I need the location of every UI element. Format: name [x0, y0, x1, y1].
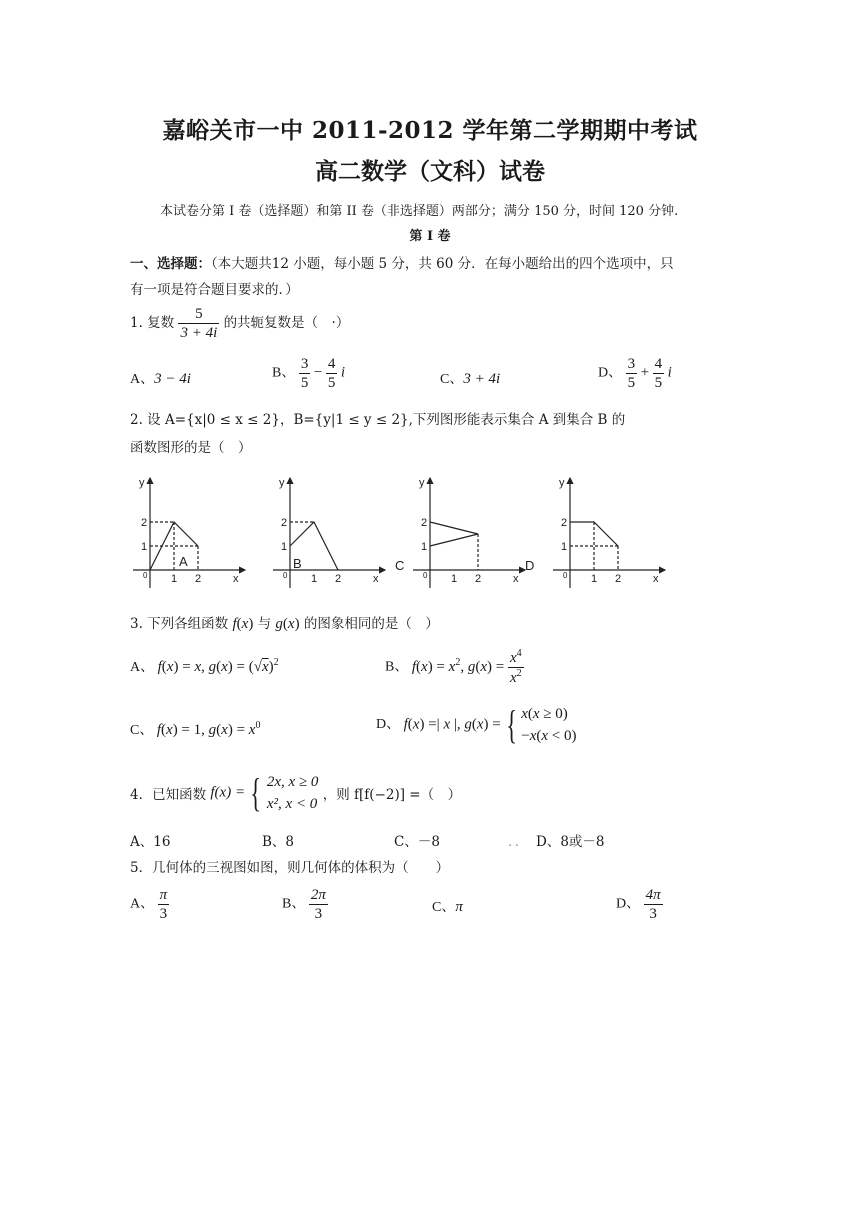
q1-den: 3 + 4i	[180, 325, 218, 341]
fraction: $\frac{4}{5}$	[654, 356, 663, 391]
option-text: π	[455, 899, 463, 915]
q4-option-b	[262, 830, 294, 850]
q4-prefix: 4．已知函数	[130, 787, 207, 803]
option-label: C、	[432, 900, 456, 915]
option-text: －8	[417, 834, 440, 850]
fraction: $\frac{x^4}{x^2}$	[509, 648, 522, 686]
exam-intro: 本试卷分第 I 卷（选择题）和第 II 卷（非选择题）两部分；满分 150 分，时间 120 分钟.	[160, 204, 679, 219]
section-heading	[130, 252, 674, 272]
option-text: 16	[153, 834, 171, 850]
svg-text:1: 1	[421, 541, 428, 553]
graph-c	[395, 477, 525, 588]
section-desc-2: 有一项是符合题目要求的．）	[130, 282, 299, 298]
q1-fraction	[178, 305, 219, 342]
fraction	[644, 886, 663, 923]
q1-option-b: B、 $\frac{3}{5}$ − $\frac{4}{5}$ i	[272, 356, 345, 391]
svg-text:0: 0	[283, 571, 288, 580]
svg-text:0: 0	[423, 571, 428, 580]
graph-b-label: B	[293, 556, 302, 571]
graph-a-label: A	[179, 554, 188, 569]
option-text: 3 + 4i	[463, 371, 501, 387]
section-title: 一、选择题：	[130, 256, 211, 272]
option-label: B、	[272, 365, 296, 381]
graph-c-y-label: y	[419, 477, 425, 489]
graph-a	[133, 478, 245, 588]
q3-option-c: C、 f(x) = 1, $g(x) = x^0$	[130, 720, 261, 738]
graph-d	[525, 477, 665, 588]
q1-num: 5	[178, 305, 219, 324]
fraction	[309, 886, 328, 923]
q3-option-b: B、 $f(x) = x^2$, g(x) = $\frac{x^4}{x^2}$	[385, 648, 522, 686]
svg-text:1: 1	[451, 573, 458, 585]
option-label: A、	[130, 660, 155, 675]
svg-text:2: 2	[421, 517, 428, 529]
option-text: 8	[285, 834, 295, 850]
section-desc-1: （本大题共12 小题，每小题 5 分，共 60 分．在每小题给出的四个选项中，只	[211, 256, 674, 272]
fraction-den: 3	[649, 906, 657, 922]
option-label: D、	[376, 717, 401, 733]
graph-b-y-label: y	[279, 477, 285, 489]
graph-a-x-label: x	[233, 573, 239, 585]
svg-text:2: 2	[335, 573, 342, 585]
option-label: A、	[130, 372, 155, 387]
q5-option-b	[282, 886, 328, 923]
q4-cases	[267, 771, 319, 815]
graph-b	[273, 477, 385, 588]
q4-option-c	[394, 830, 440, 850]
option-label: D、	[616, 896, 641, 912]
option-label: D、	[598, 365, 623, 381]
fraction	[158, 886, 170, 923]
q2-graphs	[125, 470, 670, 595]
option-label: B、	[262, 834, 286, 850]
q4-func: f(x) =	[210, 784, 246, 801]
fraction-num: 2π	[310, 887, 326, 903]
q4-case-2: x², x < 0	[266, 796, 318, 812]
q4-case-1: 2x, x ≥ 0	[266, 774, 319, 790]
q4-option-d	[536, 830, 605, 850]
option-label: D、	[536, 834, 561, 850]
fraction: $\frac{3}{5}$	[627, 356, 636, 391]
question-2-line1: 2. 设 A={x|0 ≤ x ≤ 2}，B={y|1 ≤ y ≤ 2},下列图形能表示集合 A 到集合 B 的	[130, 412, 626, 428]
question-4: 4．已知函数 f(x) = { 2x, x ≥ 0 x², x < 0 ，则 f[f(−2)] =（ ）	[130, 770, 462, 815]
svg-text:2: 2	[281, 517, 288, 529]
q5-option-c	[432, 896, 463, 916]
question-2-line2: 函数图形的是（ ）	[130, 440, 252, 456]
q4-suffix: ，则 f[f(−2)] =（ ）	[322, 787, 462, 803]
exam-title: 嘉峪关市一中 2011-2012 学年第二学期期中考试	[162, 117, 698, 144]
q3-option-d: D、 f(x) =| x |, g(x) = { x(x ≥ 0) −x(x < 0)	[376, 702, 577, 747]
part-label: 第 I 卷	[409, 229, 451, 244]
question-3: 3. 下列各组函数 f(x) 与 g(x) 的图象相同的是（ ）	[130, 616, 439, 632]
graph-a-y-label: y	[139, 477, 145, 489]
svg-text:1: 1	[561, 541, 568, 553]
svg-text:2: 2	[615, 573, 622, 585]
q1-suffix: 的共轭复数是（ ·）	[223, 315, 350, 331]
svg-text:1: 1	[311, 573, 318, 585]
fraction: $\frac{3}{5}$	[300, 356, 309, 391]
q5-option-d	[616, 886, 663, 923]
option-label: A、	[130, 834, 154, 850]
svg-text:1: 1	[591, 573, 598, 585]
fraction-num: 4π	[645, 887, 661, 903]
fraction: $\frac{4}{5}$	[327, 356, 336, 391]
svg-text:1: 1	[141, 541, 148, 553]
option-label: C、	[130, 723, 154, 738]
graph-d-label: D	[525, 558, 535, 573]
q1-option-c	[440, 368, 500, 388]
question-5: 5．几何体的三视图如图，则几何体的体积为（ ）	[130, 860, 450, 876]
q4-option-a	[130, 830, 170, 850]
svg-text:2: 2	[561, 517, 568, 529]
q5-option-a	[130, 886, 169, 923]
graph-b-x-label: x	[373, 573, 379, 585]
svg-text:1: 1	[171, 573, 178, 585]
stray-marks: ．．	[508, 834, 529, 850]
option-text: 8或－8	[560, 834, 605, 850]
q1-option-a	[130, 368, 191, 388]
option-label: A、	[130, 896, 155, 912]
svg-text:1: 1	[281, 541, 288, 553]
option-text: 3 − 4i	[154, 371, 191, 387]
svg-text:2: 2	[475, 573, 482, 585]
q1-option-d: D、 $\frac{3}{5}$ + $\frac{4}{5}$ i	[598, 356, 672, 391]
svg-text:2: 2	[141, 517, 148, 529]
option-label: B、	[282, 896, 306, 912]
svg-text:0: 0	[143, 571, 148, 580]
graph-d-x-label: x	[653, 573, 659, 585]
fraction-den: 3	[159, 906, 168, 922]
fraction-den: 3	[314, 906, 323, 922]
option-label: C、	[394, 834, 418, 850]
svg-text:0: 0	[563, 571, 568, 580]
graph-d-y-label: y	[559, 477, 565, 489]
graph-c-x-label: x	[513, 573, 519, 585]
option-label: C、	[440, 372, 464, 387]
svg-text:2: 2	[195, 573, 202, 585]
q1-prefix: 1. 复数	[130, 315, 175, 331]
graph-c-label: C	[395, 558, 405, 573]
q3-option-a: A、 f(x) = x, $g(x) = (√x)^2$	[130, 657, 279, 675]
question-1	[130, 305, 349, 342]
exam-subtitle: 高二数学（文科）试卷	[315, 158, 545, 185]
option-label: B、	[385, 659, 409, 675]
fraction-num: π	[159, 887, 168, 903]
